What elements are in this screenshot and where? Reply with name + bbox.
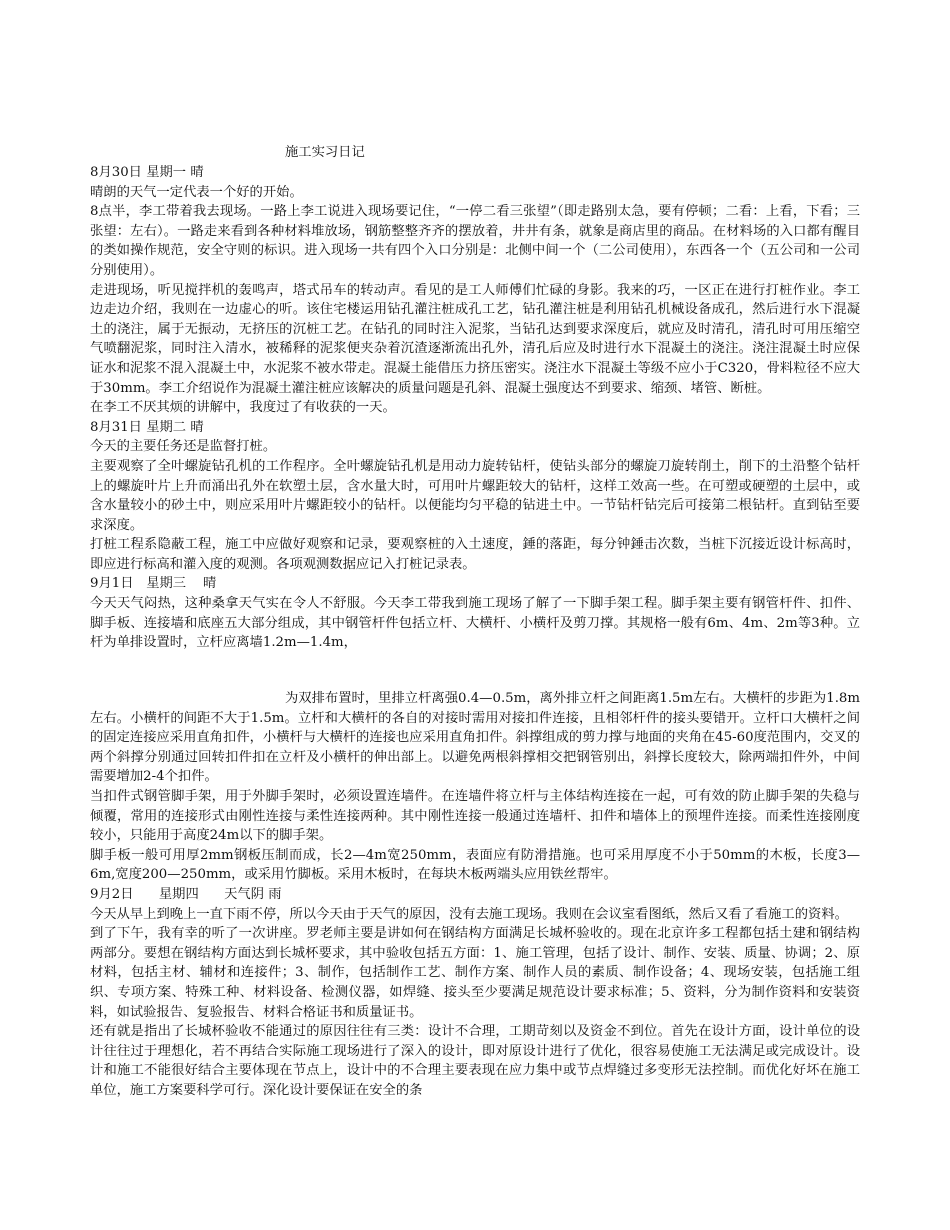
paragraph: 还有就是指出了长城杯验收不能通过的原因往往有三类：设计不合理，工期苛刻以及资金不到位。首先在设计方面，设计单位的设计往往过于理想化，若不再结合实际施工现场进行了深入的设计，即对原设计进行了优化，很容易使施工无法满足或完成设计。设计和施工不能很好结合主要体现在节点上，设计中的不合理主要表现在应力集中或节点焊缝过多变形无法控制。而优化好坏在施工单位，施工方案要科学可行。深化设计要保证在安全的条: [90, 1024, 860, 1098]
diary-date: 8月31日 星期二 晴: [90, 419, 204, 435]
paragraph: 走进现场，听见搅拌机的轰鸣声，塔式吊车的转动声。看见的是工人师傅们忙碌的身影。我来的巧，一区正在进行打桩作业。李工边走边介绍，我则在一边虚心的听。该住宅楼运用钻孔灌注桩成孔工艺，钻孔灌注桩是利用钻孔机械设备成孔，然后进行水下混凝土的浇注，属于无振动，无挤压的沉桩工艺。在钻孔的同时注入泥浆，当钻孔达到要求深度后，就应及时清孔，清孔时可用压缩空气喷翻泥浆，同时注入清水，被稀释的泥浆便夹杂着沉渣逐渐流出孔外，清孔后应及时进行水下混凝土的浇注。浇注混凝土时应保证水和泥浆不混入混凝土中，水泥浆不被水带走。混凝土能借压力挤压密实。浇注水下混凝土等级不应小于C320，骨料粒径不应大于30mm。李工介绍说作为混凝土灌注桩应该解决的质量问题是孔斜、混凝土强度达不到要求、缩颈、堵管、断桩。: [90, 282, 860, 396]
paragraph: 今天从早上到晚上一直下雨不停，所以今天由于天气的原因，没有去施工现场。我则在会议室看图纸，然后又看了看施工的资料。: [90, 906, 848, 922]
paragraph: 主要观察了全叶螺旋钻孔机的工作程序。全叶螺旋钻孔机是用动力旋转钻杆，使钻头部分的螺旋刀旋转削土，削下的土沿整个钻杆上的螺旋叶片上升而涌出孔外在软塑土层，含水量大时，可用叶片螺距较大的钻杆，这样工效高一些。在可塑或硬塑的土层中，或含水量较小的砂土中，则应采用叶片螺距较小的钻杆。以便能均匀平稳的钻进土中。一节钻杆钻完后可接第二根钻杆。直到钻至要求深度。: [90, 458, 860, 533]
diary-date: 9月1日 星期三 晴: [90, 576, 217, 592]
paragraph: 打桩工程系隐蔽工程，施工中应做好观察和记录，要观察桩的入土速度，錘的落距，每分钟錘击次数，当桩下沉接近设计标高时，即应进行标高和灌入度的观测。各项观测数据应记入打桩记录表。: [90, 537, 860, 572]
paragraph: 8点半，李工带着我去现场。一路上李工说进入现场要记住，“一停二看三张望”（即走路别太急，要有停顿；二看：上看，下看；三张望：左右）。一路走来看到各种材料堆放场，钢筋整整齐齐的摆放着，井井有条，就象是商店里的商品。在材料场的入口都有醒目的类如操作规范，安全守则的标识。进入现场一共有四个入口分别是：北侧中间一个（二公司使用），东西各一个（五公司和一公司分别使用）。: [90, 204, 860, 278]
paragraph: 为双排布置时，里排立杆离强0.4—0.5m，离外排立杆之间距离1.5m左右。大横杆的步距为1.8m左右。小横杆的间距不大于1.5m。立杆和大横杆的各自的对接时需用对接扣件连接，且相邻杆件的接头要错开。立杆口大横杆之间的固定连接应采用直角扣件，小横杆与大横杆的连接也应采用直角扣件。斜撑组成的剪力撑与地面的夹角在45-60度范围内，交叉的两个斜撑分别通过回转扣件扣在立杆及小横杆的伸出部上。以避免两根斜撑相交把钢管别出，斜撑长度较大，除两端扣件外，中间需要增加2-4个扣件。: [90, 691, 860, 785]
paragraph: 今天天气闷热，这种桑拿天气实在令人不舒服。今天李工带我到施工现场了解了一下脚手架工程。脚手架主要有钢管杆件、扣件、脚手板、连接墙和底座五大部分组成，其中钢管杆件包括立杆、大横杆、小横杆及剪刀撑。其规格一般有6m、4m、2m等3种。立杆为单排设置时，立杆应离墙1.2m—1.4m，: [90, 596, 860, 651]
paragraph: 晴朗的天气一定代表一个好的开始。: [90, 184, 303, 200]
diary-section-2: [90, 689, 860, 1100]
paragraph: 今天的主要任务还是监督打桩。: [90, 439, 277, 455]
paragraph: 脚手板一般可用厚2mm钢板压制而成，长2—4m宽250mm，表面应有防滑措施。也可采用厚度不小于50mm的木板，长度3—6m,宽度200—250mm，或采用竹脚板。采用木板时，在每块木板两端头应用铁丝帮牢。: [90, 847, 860, 883]
paragraph: 到了下午，我有幸的听了一次讲座。罗老师主要是讲如何在钢结构方面满足长城杯验收的。现在北京许多工程都包括土建和钢结构两部分。要想在钢结构方面达到长城杯要求，其中验收包括五方面：1、施工管理，包括了设计、制作、安装、质量、协调；2、原材料，包括主材、辅材和连接件；3、制作，包括制作工艺、制作方案、制作人员的素质、制作设备；4、现场安装，包括施工组织、专项方案、特殊工种、材料设备、检测仪器，如焊缝、接头至少要满足规范设计要求标准；5、资料，分为制作资料和安装资料，如试验报告、复验报告、材料合格证书和质量证书。: [90, 926, 860, 1020]
paragraph: 在李工不厌其烦的讲解中，我度过了有收获的一天。: [90, 400, 396, 416]
diary-date: 8月30日 星期一 晴: [90, 165, 204, 180]
diary-date: 9月2日 星期四 天气阴 雨: [90, 886, 282, 902]
paragraph: 当扣件式钢管脚手架，用于外脚手架时，必须设置连墙件。在连墙件将立杆与主体结构连接在一起，可有效的防止脚手架的失稳与倾覆，常用的连接形式由刚性连接与柔性连接两种。其中刚性连接一般通过连墙杆、扣件和墙体上的预埋件连接。而柔性连接刚度较小，只能用于高度24m以下的脚手架。: [90, 788, 860, 844]
page-title: 施工实习日记: [285, 145, 365, 160]
diary-section-1: [90, 163, 860, 653]
